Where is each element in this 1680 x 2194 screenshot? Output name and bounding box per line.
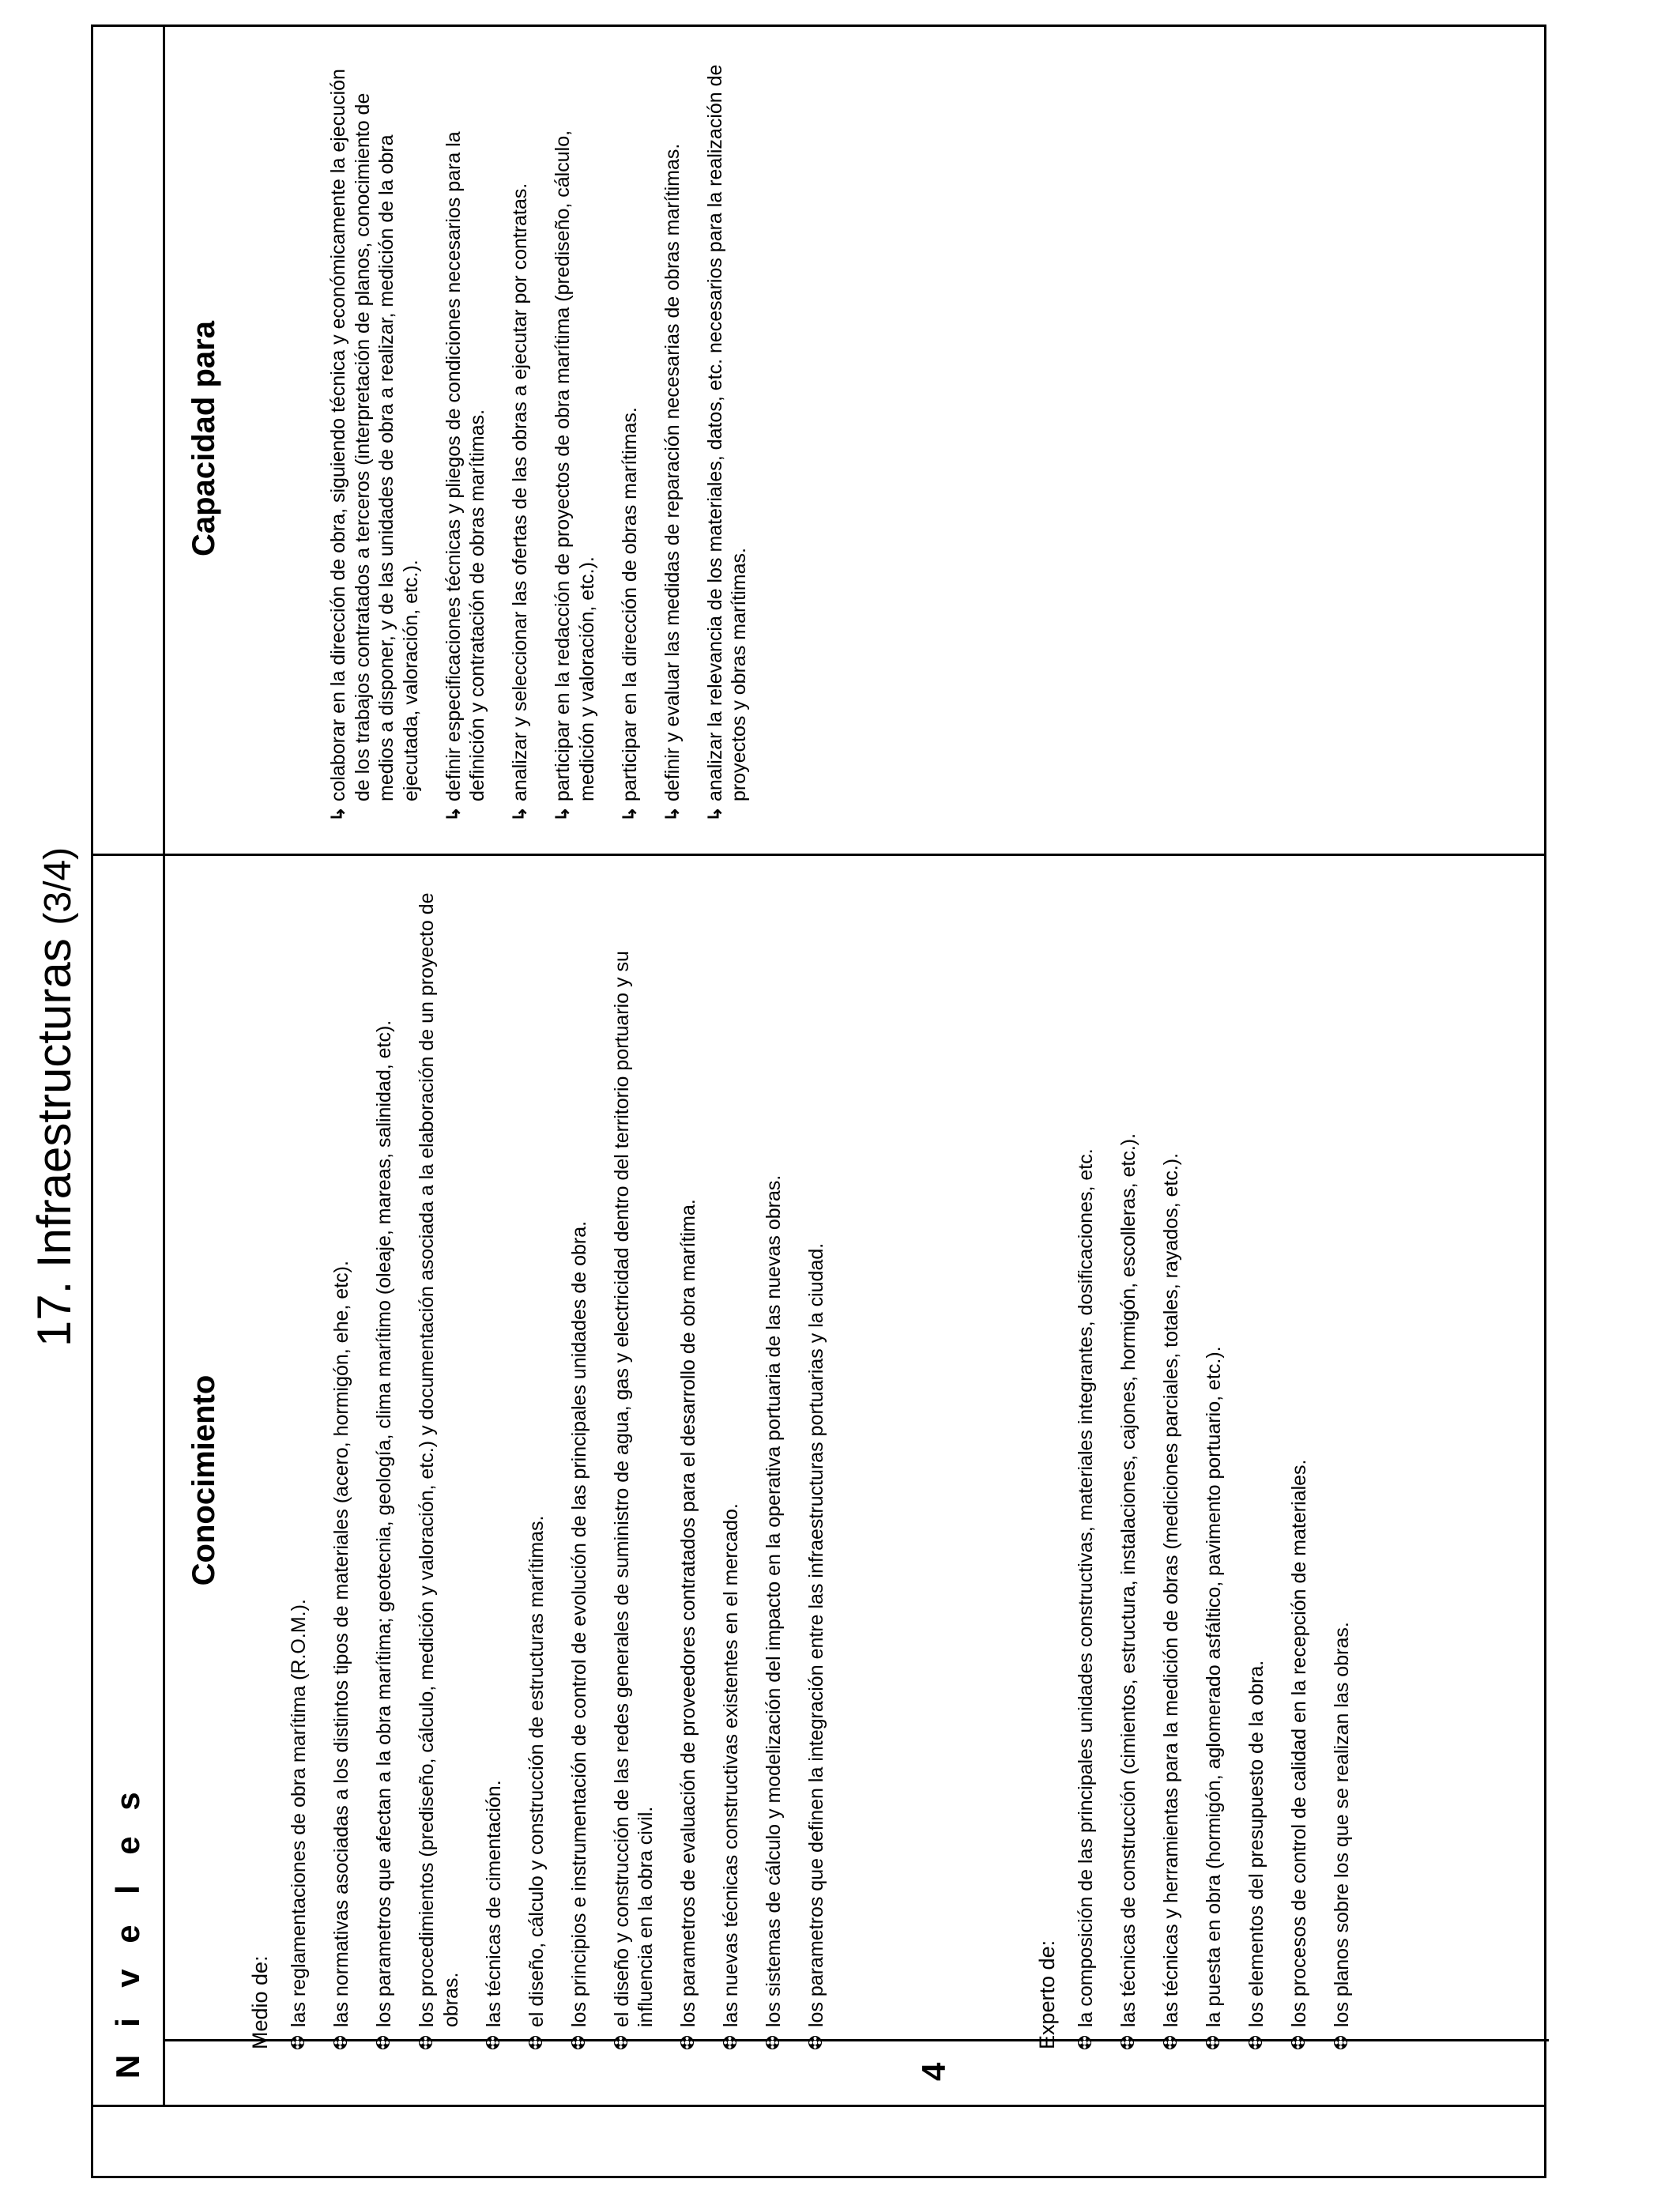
bullet-icon [529,2036,542,2049]
list-item-text: los procesos de control de calidad en la recepción de materiales. [1288,1459,1310,2027]
list-item-text: las técnicas de construcción (cimientos, estructura, instalaciones, cajones, hormigón, escolleras, etc.). [1117,1133,1139,2027]
arrow-bullet-icon: ↳ [619,805,641,822]
list-item [415,864,463,2049]
bullet-icon [1121,2036,1134,2049]
bullet-icon [376,2036,390,2049]
list-item-text: las técnicas y herramientas para la medición de obras (mediciones parciales, totales, rayados, etc.). [1160,1152,1182,2027]
page-title-part: (3/4) [37,846,79,925]
page-title [27,0,81,2194]
list-item [551,63,599,822]
list-item [618,63,642,822]
bullet-icon [680,2036,694,2049]
niveles-letter: l [109,1885,146,1894]
medio-list [287,864,847,2049]
niveles-letter: N [109,2054,146,2079]
bullet-icon [614,2036,627,2049]
list-item-text: participar en la dirección de obras marítimas. [618,407,641,801]
medio-title: Medio de: [248,1955,272,2049]
header-row-divider [163,25,165,2107]
arrow-bullet-icon: ↳ [661,805,684,822]
list-item-text: los planos sobre los que se realizan las obras. [1331,1622,1353,2027]
list-item [567,864,592,2049]
list-item-text: los parametros de evaluación de proveedores contratados para el desarrollo de obra marítima. [677,1199,699,2027]
list-item-text: definir especificaciones técnicas y pliegos de condiciones necesarios para la definición y contratación de obras marítimas. [442,131,488,801]
bullet-icon [723,2036,736,2049]
niveles-letter: s [109,1792,146,1811]
list-item [287,864,311,2049]
list-item-text: colaborar en la dirección de obra, siguiendo técnica y económicamente la ejecución de los trabajos contratados a terceros (interpretación de planos, conocimiento de medios a disponer, y de las unidades de obra a realizar, medición de la obra ejecutada, valoración, etc.). [327,69,422,801]
experto-list [1074,864,1373,2049]
list-item [610,864,658,2049]
list-item-text: la composición de las principales unidades constructivas, materiales integrantes, dosificaciones, etc. [1075,1148,1097,2027]
list-item-text: los parametros que definen la integración entre las infraestructuras portuarias y la ciudad. [805,1242,827,2027]
niveles-letter: e [109,1924,146,1943]
bullet-icon [486,2036,499,2049]
list-item [1117,864,1141,2049]
level-number: 4 [915,2062,952,2081]
list-item [508,63,533,822]
list-item-text: las reglamentaciones de obra marítima (R.O.M.). [288,1599,310,2027]
list-item [804,864,829,2049]
header-capacidad: Capacidad para [186,321,221,556]
list-item [703,63,751,822]
list-item-text: las técnicas de cimentación. [482,1780,505,2027]
list-item [1159,864,1184,2049]
list-item [719,864,744,2049]
list-item [330,864,354,2049]
list-item-text: las normativas asociadas a los distintos tipos de materiales (acero, hormigón, ehe, etc). [330,1261,352,2027]
bullet-icon [571,2036,585,2049]
bullet-icon [333,2036,347,2049]
list-item [482,864,507,2049]
list-item-text: los sistemas de cálculo y modelización del impacto en la operativa portuaria de las nuevas obras. [763,1174,785,2027]
bullet-icon [1249,2036,1262,2049]
list-item [676,864,701,2049]
list-item [1245,864,1269,2049]
arrow-bullet-icon: ↳ [443,805,465,822]
bullet-icon [1334,2036,1347,2049]
page-title-main: 17. Infraestructuras [28,938,81,1348]
bullet-icon [1291,2036,1305,2049]
list-item-text: los elementos del presupuesto de la obra. [1245,1660,1268,2027]
list-item-text: los parametros que afectan a la obra marítima; geotecnia, geología, clima marítimo (oleaje, mareas, salinidad, etc). [373,1020,395,2027]
list-item [442,63,490,822]
bullet-icon [291,2036,304,2049]
list-item-text: los procedimientos (prediseño, cálculo, medición y valoración, etc.) y documentación asociada a la elaboración de un proyecto de obras. [416,892,462,2027]
arrow-bullet-icon: ↳ [704,805,726,822]
list-item-text: las nuevas técnicas constructivas existentes en el mercado. [720,1503,742,2027]
bullet-icon [808,2036,822,2049]
niveles-column-divider [93,2105,1544,2107]
list-item-text: el diseño y construcción de las redes generales de suministro de agua, gas y electricidad dentro del territorio portuario y su influencia en la obra civil. [610,951,657,2027]
arrow-bullet-icon: ↳ [552,805,574,822]
bullet-icon [1163,2036,1177,2049]
list-item [372,864,397,2049]
bullet-icon [766,2036,779,2049]
arrow-bullet-icon: ↳ [328,805,349,822]
niveles-letter: v [109,1969,146,1988]
list-item-text: los principios e instrumentación de control de evolución de las principales unidades de obra. [567,1220,590,2027]
list-item [326,63,423,822]
list-item-text: analizar la relevancia de los materiales, datos, etc. necesarios para la realización de proyectos y obras marítimas. [703,64,750,801]
bullet-icon [1078,2036,1091,2049]
header-conocimiento: Conocimiento [186,1374,221,1586]
list-item [525,864,549,2049]
arrow-bullet-icon: ↳ [510,805,531,822]
list-item-text: la puesta en obra (hormigón, aglomerado asfáltico, pavimento portuario, etc.). [1203,1346,1225,2027]
capacity-list [326,63,770,822]
list-item [1202,864,1226,2049]
column-divider [93,854,1544,856]
list-item [1287,864,1312,2049]
list-item [661,63,685,822]
bullet-icon [1206,2036,1219,2049]
niveles-label [109,1792,147,2089]
list-item-text: participar en la redacción de proyectos de obra marítima (prediseño, cálculo, medición y valoración, etc.). [552,130,598,801]
competency-table [91,25,1546,2178]
bullet-icon [419,2036,432,2049]
niveles-letter: e [109,1836,146,1855]
niveles-letter: i [109,2018,146,2027]
list-item [1074,864,1098,2049]
list-item [1330,864,1354,2049]
list-item-text: analizar y seleccionar las ofertas de las obras a ejecutar por contratas. [509,183,531,801]
experto-title: Experto de: [1035,1940,1059,2049]
list-item [762,864,786,2049]
list-item-text: definir y evaluar las medidas de reparación necesarias de obras marítimas. [661,143,684,801]
list-item-text: el diseño, cálculo y construcción de estructuras marítimas. [525,1515,548,2027]
